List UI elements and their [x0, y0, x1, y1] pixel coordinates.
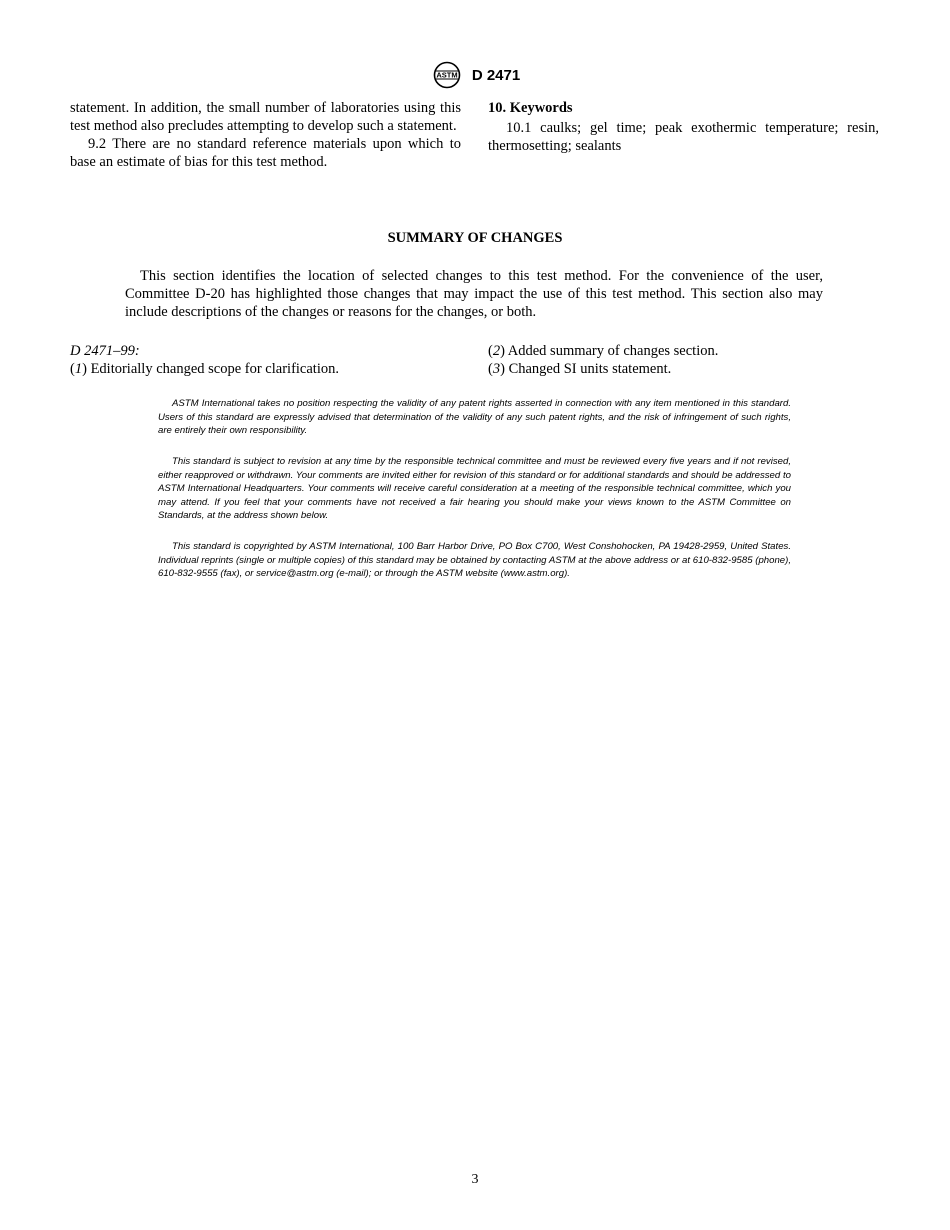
change-text: Changed SI units statement.: [504, 361, 672, 377]
change-number: 2: [492, 343, 501, 359]
changes-left-column: [70, 342, 461, 378]
keywords-heading: 10. Keywords: [488, 100, 573, 116]
summary-intro-paragraph: This section identifies the location of selected changes to this test method. For the convenience of the user, Committee D-20 has highlighted those changes that may impact the use of this test method. This section also may include descriptions of the changes or reasons for the changes, or both.: [125, 268, 823, 320]
right-column: [488, 99, 879, 155]
change-text: Added summary of changes section.: [504, 343, 719, 359]
change-text: Editorially changed scope for clarification.: [86, 361, 339, 377]
change-item: (1) Editorially changed scope for clarification.: [70, 361, 339, 377]
svg-text:ASTM: ASTM: [436, 70, 458, 80]
page-header: [0, 60, 950, 90]
revision-notice: This standard is subject to revision at any time by the responsible technical committee and must be reviewed every five years and if not revised, either reapproved or withdrawn. Your comments are invited either for revision of this standard or for additional standards and should be addressed to ASTM International Headquarters. Your comments will receive careful consideration at a meeting of the responsible technical committee, which you may attend. If you feel that your comments have not received a fair hearing you should make your views known to the ASTM Committee on Standards, at the address shown below.: [158, 456, 791, 521]
section-9-2-paragraph: 9.2 There are no standard reference materials upon which to base an estimate of bias for this test method.: [70, 136, 461, 170]
astm-logo-icon: [430, 60, 464, 90]
copyright-notice: This standard is copyrighted by ASTM International, 100 Barr Harbor Drive, PO Box C700, West Conshohocken, PA 19428-2959, United States. Individual reprints (single or multiple copies) of this standard may be obtained by contacting ASTM at the above address or at 610-832-9585 (phone), 610-832-9555 (fax), or service@astm.org (e-mail); or through the ASTM website (www.astm.org).: [158, 541, 791, 579]
summary-of-changes-title: SUMMARY OF CHANGES: [387, 230, 563, 246]
change-item: (2) Added summary of changes section.: [488, 343, 719, 359]
continuation-paragraph: statement. In addition, the small number of laboratories using this test method also precludes attempting to develop such a statement.: [70, 100, 461, 134]
change-item: (3) Changed SI units statement.: [488, 361, 672, 377]
standard-designation: D 2471: [471, 66, 521, 84]
page-number: 3: [471, 1172, 479, 1187]
left-column: [70, 99, 461, 171]
changes-right-column: [488, 342, 879, 378]
section-10-1-paragraph: 10.1 caulks; gel time; peak exothermic temperature; resin, thermosetting; sealants: [488, 120, 879, 154]
version-label: D 2471–99:: [70, 343, 140, 359]
change-number: 1: [74, 361, 83, 377]
patent-notice: ASTM International takes no position respecting the validity of any patent rights asserted in connection with any item mentioned in this standard. Users of this standard are expressly advised that determination of the validity of any such patent rights, and the risk of infringement of such rights, are entirely their own responsibility.: [158, 398, 791, 436]
change-number: 3: [492, 361, 501, 377]
